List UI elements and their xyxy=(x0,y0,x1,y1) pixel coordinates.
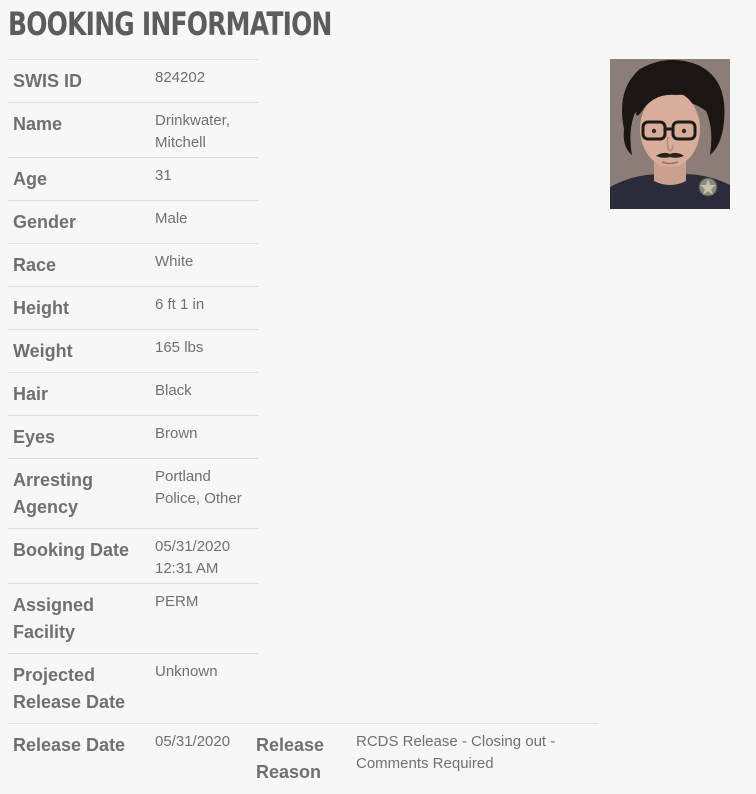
field-value: Brown xyxy=(155,425,198,442)
field-value: Male xyxy=(155,210,188,227)
field-value: 6 ft 1 in xyxy=(155,296,205,313)
field-label: Race xyxy=(13,255,57,275)
field-value: 05/31/2020 12:31 AM xyxy=(155,538,231,577)
field-label: Height xyxy=(13,298,69,318)
field-label: Arresting Agency xyxy=(13,470,94,517)
field-value: 824202 xyxy=(155,69,206,86)
field-value: Drinkwater, Mitchell xyxy=(155,112,231,151)
field-row-eyes xyxy=(8,415,258,458)
field-value: Portland Police, Other xyxy=(155,468,242,507)
field-label: Assigned Facility xyxy=(13,595,95,642)
release-row xyxy=(8,723,599,789)
field-row-age xyxy=(8,157,258,200)
field-row-assigned-facility xyxy=(8,583,258,653)
field-label: Weight xyxy=(13,341,73,361)
booking-photo xyxy=(610,59,730,209)
field-value: 165 lbs xyxy=(155,339,204,356)
booking-details-table xyxy=(8,59,258,723)
release-date-value: 05/31/2020 xyxy=(155,733,231,750)
field-row-gender xyxy=(8,200,258,243)
field-row-weight xyxy=(8,329,258,372)
field-value: PERM xyxy=(155,593,199,610)
release-reason-label: Release Reason xyxy=(256,735,325,782)
page-title: BOOKING INFORMATION xyxy=(8,5,332,43)
field-label: Name xyxy=(13,114,63,134)
field-row-height xyxy=(8,286,258,329)
field-label: Hair xyxy=(13,384,49,404)
field-label: Eyes xyxy=(13,427,56,447)
field-row-race xyxy=(8,243,258,286)
mugshot-image xyxy=(610,59,730,209)
release-date-label: Release Date xyxy=(13,735,126,755)
field-value: White xyxy=(155,253,194,270)
field-row-hair xyxy=(8,372,258,415)
field-row-projected-release-date xyxy=(8,653,258,723)
field-label: Projected Release Date xyxy=(13,665,126,712)
field-label: Age xyxy=(13,169,48,189)
field-value: Unknown xyxy=(155,663,218,680)
field-value: Black xyxy=(155,382,192,399)
field-row-booking-date xyxy=(8,528,258,583)
release-reason-value: RCDS Release - Closing out - Comments Required xyxy=(356,733,556,772)
field-row-name xyxy=(8,102,258,157)
field-label: Gender xyxy=(13,212,77,232)
field-value: 31 xyxy=(155,167,172,184)
field-label: SWIS ID xyxy=(13,71,83,91)
field-label: Booking Date xyxy=(13,540,130,560)
field-row-arresting-agency xyxy=(8,458,258,528)
field-row-swis-id xyxy=(8,59,258,102)
